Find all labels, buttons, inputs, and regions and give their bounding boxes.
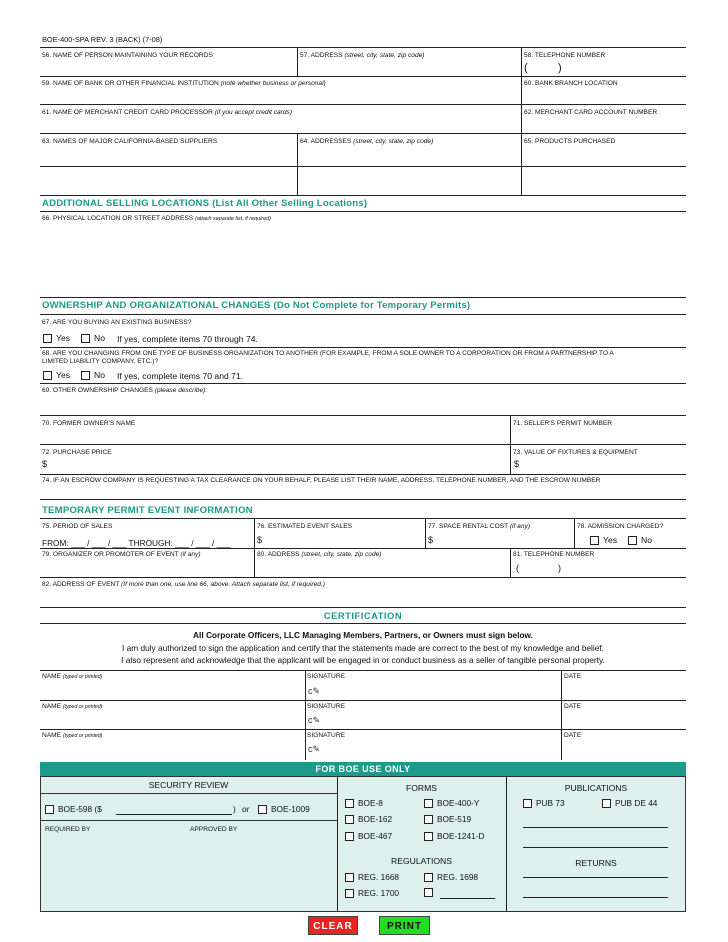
checkbox[interactable] bbox=[81, 371, 90, 380]
or-label: or bbox=[242, 804, 250, 814]
field-60-label: 60. BANK BRANCH LOCATION bbox=[524, 80, 618, 87]
field-56-label: 56. NAME OF PERSON MAINTAINING YOUR RECORDS bbox=[42, 52, 213, 59]
form-option[interactable]: BOE-519 bbox=[424, 814, 471, 824]
certification-line1: All Corporate Officers, LLC Managing Members, Partners, or Owners must sign below. bbox=[193, 630, 533, 640]
date-label: DATE bbox=[564, 703, 582, 710]
checkbox[interactable] bbox=[602, 799, 611, 808]
certification-line3: I also represent and acknowledge that the applicant will be engaged in or conduct business as a seller of tangible personal property. bbox=[121, 655, 605, 665]
rule bbox=[40, 729, 686, 730]
form-option[interactable]: BOE-8 bbox=[345, 798, 383, 808]
event-address-input[interactable] bbox=[42, 590, 684, 605]
field-63-label: 63. NAMES OF MAJOR CALIFORNIA-BASED SUPPLIERS bbox=[42, 138, 218, 145]
bank-name-input[interactable] bbox=[42, 89, 518, 103]
print-button[interactable]: PRINT bbox=[379, 916, 430, 935]
rule bbox=[40, 104, 686, 105]
f68-yes-option[interactable]: Yes bbox=[43, 370, 70, 380]
regulation-other-line[interactable] bbox=[440, 898, 495, 899]
regulation-option[interactable] bbox=[424, 888, 433, 897]
checkbox[interactable] bbox=[424, 815, 433, 824]
phone-paren-close: ) bbox=[558, 62, 562, 74]
column-divider bbox=[297, 47, 298, 76]
signature-label: SIGNATURE bbox=[307, 673, 345, 680]
returns-line[interactable] bbox=[523, 877, 668, 878]
checkbox[interactable] bbox=[345, 815, 354, 824]
column-divider bbox=[337, 776, 338, 912]
pen-icon: c✎ bbox=[308, 744, 321, 754]
pen-icon: c✎ bbox=[308, 715, 321, 725]
name-label: NAME (typed or printed) bbox=[42, 703, 103, 710]
rental-cost-dollar: $ bbox=[428, 535, 434, 545]
pen-icon: c✎ bbox=[308, 686, 321, 696]
regulation-option[interactable]: REG. 1668 bbox=[345, 872, 399, 882]
signature-field[interactable] bbox=[322, 740, 558, 756]
column-divider bbox=[574, 518, 575, 548]
field-61-label: 61. NAME OF MERCHANT CREDIT CARD PROCESSOR (if you accept credit cards) bbox=[42, 109, 293, 116]
checkbox[interactable] bbox=[45, 805, 54, 814]
temporary-title: TEMPORARY PERMIT EVENT INFORMATION bbox=[42, 505, 253, 516]
field-70-label: 70. FORMER OWNER'S NAME bbox=[42, 420, 136, 427]
certification-title: CERTIFICATION bbox=[323, 610, 403, 621]
field-81-label: 81. TELEPHONE NUMBER bbox=[513, 551, 595, 558]
rule bbox=[40, 623, 686, 624]
checkbox[interactable] bbox=[424, 832, 433, 841]
field-57-label: 57. ADDRESS (street, city, state, zip code) bbox=[300, 52, 425, 59]
checkbox[interactable] bbox=[43, 334, 52, 343]
rule bbox=[40, 383, 686, 384]
publication-line[interactable] bbox=[523, 847, 668, 848]
rule bbox=[40, 820, 337, 821]
rule bbox=[40, 314, 686, 315]
checkbox[interactable] bbox=[345, 799, 354, 808]
selling-locations-title: ADDITIONAL SELLING LOCATIONS (List All Other Selling Locations) bbox=[42, 198, 368, 209]
column-divider bbox=[510, 548, 511, 577]
field-68-label-line1: 68. ARE YOU CHANGING FROM ONE TYPE OF BUSINESS ORGANIZATION TO ANOTHER (FOR EXAMPLE, FROM A SOLE OWNER TO A CORPORATION OR FROM A PARTNERSHIP TO A bbox=[42, 350, 614, 357]
name-label: NAME (typed or printed) bbox=[42, 732, 103, 739]
field-71-label: 71. SELLER'S PERMIT NUMBER bbox=[513, 420, 612, 427]
selling-locations-input[interactable] bbox=[42, 226, 684, 296]
rule bbox=[40, 133, 686, 134]
f67-instruction: If yes, complete items 70 through 74. bbox=[117, 334, 258, 344]
field-79-label: 79. ORGANIZER OR PROMOTER OF EVENT (if any) bbox=[42, 551, 201, 558]
column-divider bbox=[561, 670, 562, 760]
field-72-label: 72. PURCHASE PRICE bbox=[42, 449, 112, 456]
rule bbox=[40, 670, 686, 671]
regulations-title: REGULATIONS bbox=[391, 856, 452, 866]
field-58-label: 58. TELEPHONE NUMBER bbox=[524, 52, 606, 59]
rule bbox=[40, 518, 686, 519]
field-73-label: 73. VALUE OF FIXTURES & EQUIPMENT bbox=[513, 449, 638, 456]
rule bbox=[40, 793, 337, 794]
clear-button[interactable]: CLEAR bbox=[308, 916, 358, 935]
rule bbox=[40, 548, 686, 549]
column-divider bbox=[297, 133, 298, 195]
field-77-label: 77. SPACE RENTAL COST (if any) bbox=[428, 523, 531, 530]
admission-no-option[interactable]: No bbox=[628, 535, 652, 545]
checkbox[interactable] bbox=[345, 873, 354, 882]
phone-paren-close: ) bbox=[558, 563, 561, 573]
forms-title: FORMS bbox=[405, 783, 438, 793]
ownership-title: OWNERSHIP AND ORGANIZATIONAL CHANGES (Do Not Complete for Temporary Permits) bbox=[42, 300, 471, 311]
required-by-label: REQUIRED BY bbox=[45, 826, 91, 833]
returns-line[interactable] bbox=[523, 897, 668, 898]
returns-title: RETURNS bbox=[575, 858, 617, 868]
field-82-label: 82. ADDRESS OF EVENT (If more than one, use line 66, above. Attach separate list, if required.) bbox=[42, 581, 325, 588]
f67-no-option[interactable]: No bbox=[81, 333, 105, 343]
purchase-price-dollar: $ bbox=[42, 459, 48, 469]
security-review-title: SECURITY REVIEW bbox=[148, 780, 229, 790]
address-input-57[interactable] bbox=[300, 60, 518, 75]
rule bbox=[40, 297, 686, 298]
checkbox[interactable] bbox=[258, 805, 267, 814]
checkbox[interactable] bbox=[523, 799, 532, 808]
rule bbox=[40, 76, 686, 77]
other-changes-input[interactable] bbox=[42, 396, 684, 414]
name-label: NAME (typed or printed) bbox=[42, 673, 103, 680]
field-59-label: 59. NAME OF BANK OR OTHER FINANCIAL INSTITUTION (note whether business or personal) bbox=[42, 80, 326, 87]
date-label: DATE bbox=[564, 732, 582, 739]
form-option[interactable]: BOE-467 bbox=[345, 831, 392, 841]
event-sales-dollar: $ bbox=[257, 535, 263, 545]
card-processor-input[interactable] bbox=[42, 118, 518, 132]
checkbox[interactable] bbox=[345, 832, 354, 841]
form-option[interactable]: BOE-400-Y bbox=[424, 798, 479, 808]
field-62-label: 62. MERCHANT CARD ACCOUNT NUMBER bbox=[524, 109, 658, 116]
boe-use-title: FOR BOE USE ONLY bbox=[40, 762, 686, 776]
rule bbox=[40, 347, 686, 348]
rule bbox=[40, 195, 686, 196]
publication-line[interactable] bbox=[523, 827, 668, 828]
column-divider bbox=[521, 47, 522, 195]
column-divider bbox=[305, 670, 306, 760]
boe598-option[interactable]: BOE-598 ($ bbox=[45, 804, 102, 814]
records-keeper-input[interactable] bbox=[42, 60, 294, 75]
signature-label: SIGNATURE bbox=[307, 703, 345, 710]
field-68-label-line2: LIMITED LIABILITY COMPANY, ETC.)? bbox=[42, 358, 159, 365]
rule bbox=[40, 444, 686, 445]
field-74-label: 74. IF AN ESCROW COMPANY IS REQUESTING A TAX CLEARANCE ON YOUR BEHALF, PLEASE LIST THEIR NAME, ADDRESS, TELEPHONE NUMBER, AND THE ESCROW NUMBER bbox=[42, 477, 601, 484]
escrow-input[interactable] bbox=[42, 486, 684, 498]
checkbox[interactable] bbox=[590, 536, 599, 545]
column-divider bbox=[506, 776, 507, 912]
publication-option[interactable]: PUB DE 44 bbox=[602, 798, 657, 808]
phone-paren-open: ( bbox=[516, 563, 519, 573]
field-67-label: 67. ARE YOU BUYING AN EXISTING BUSINESS? bbox=[42, 319, 192, 326]
field-65-label: 65. PRODUCTS PURCHASED bbox=[524, 138, 616, 145]
boe598-close: ) bbox=[233, 804, 236, 814]
fixtures-value-dollar: $ bbox=[514, 459, 520, 469]
checkbox[interactable] bbox=[628, 536, 637, 545]
period-of-sales[interactable]: FROM: ___ / ___ / ___ THROUGH: ___ / ___ / ___ bbox=[42, 538, 231, 548]
certification-line2: I am duly authorized to sign the application and certify that the statements made are correct to the best of my knowledge and belief. bbox=[122, 643, 604, 653]
checkbox[interactable] bbox=[43, 371, 52, 380]
regulation-option[interactable]: REG. 1700 bbox=[345, 888, 399, 898]
column-divider bbox=[425, 518, 426, 548]
phone-paren-open: ( bbox=[524, 62, 528, 74]
rule bbox=[40, 700, 686, 701]
signature-field[interactable] bbox=[322, 682, 558, 698]
field-76-label: 76. ESTIMATED EVENT SALES bbox=[257, 523, 353, 530]
rule bbox=[40, 499, 686, 500]
signature-field[interactable] bbox=[322, 711, 558, 727]
field-75-label: 75. PERIOD OF SALES bbox=[42, 523, 113, 530]
approved-by-label: APPROVED BY bbox=[190, 826, 238, 833]
form-id: BOE-400-SPA REV. 3 (BACK) (7-08) bbox=[42, 35, 163, 44]
f68-no-option[interactable]: No bbox=[81, 370, 105, 380]
rule bbox=[40, 47, 686, 48]
signature-label: SIGNATURE bbox=[307, 732, 345, 739]
field-80-label: 80. ADDRESS (street, city, state, zip code) bbox=[257, 551, 382, 558]
publication-option[interactable]: PUB 73 bbox=[523, 798, 565, 808]
publications-title: PUBLICATIONS bbox=[564, 783, 628, 793]
regulation-option[interactable]: REG. 1698 bbox=[424, 872, 478, 882]
rule bbox=[40, 474, 686, 475]
boe1009-option[interactable]: BOE-1009 bbox=[258, 804, 310, 814]
f68-instruction: If yes, complete items 70 and 71. bbox=[117, 371, 244, 381]
checkbox[interactable] bbox=[424, 888, 433, 897]
field-78-label: 78. ADMISSION CHARGED? bbox=[577, 523, 664, 530]
amount-line[interactable] bbox=[116, 814, 232, 815]
rule bbox=[40, 607, 686, 608]
checkbox[interactable] bbox=[345, 889, 354, 898]
date-label: DATE bbox=[564, 673, 582, 680]
field-69-label: 69. OTHER OWNERSHIP CHANGES (please describe): bbox=[42, 387, 208, 394]
rule bbox=[40, 577, 686, 578]
f67-yes-option[interactable]: Yes bbox=[43, 333, 70, 343]
rule bbox=[40, 415, 686, 416]
checkbox[interactable] bbox=[424, 873, 433, 882]
field-66-label: 66. PHYSICAL LOCATION OR STREET ADDRESS (attach separate list, if required) bbox=[42, 215, 271, 222]
checkbox[interactable] bbox=[424, 799, 433, 808]
admission-yes-option[interactable]: Yes bbox=[590, 535, 617, 545]
form-option[interactable]: BOE-162 bbox=[345, 814, 392, 824]
form-option[interactable]: BOE-1241-D bbox=[424, 831, 485, 841]
field-64-label: 64. ADDRESSES (street, city, state, zip code) bbox=[300, 138, 434, 145]
checkbox[interactable] bbox=[81, 334, 90, 343]
rule bbox=[40, 211, 686, 212]
suppliers-input[interactable] bbox=[42, 147, 294, 193]
